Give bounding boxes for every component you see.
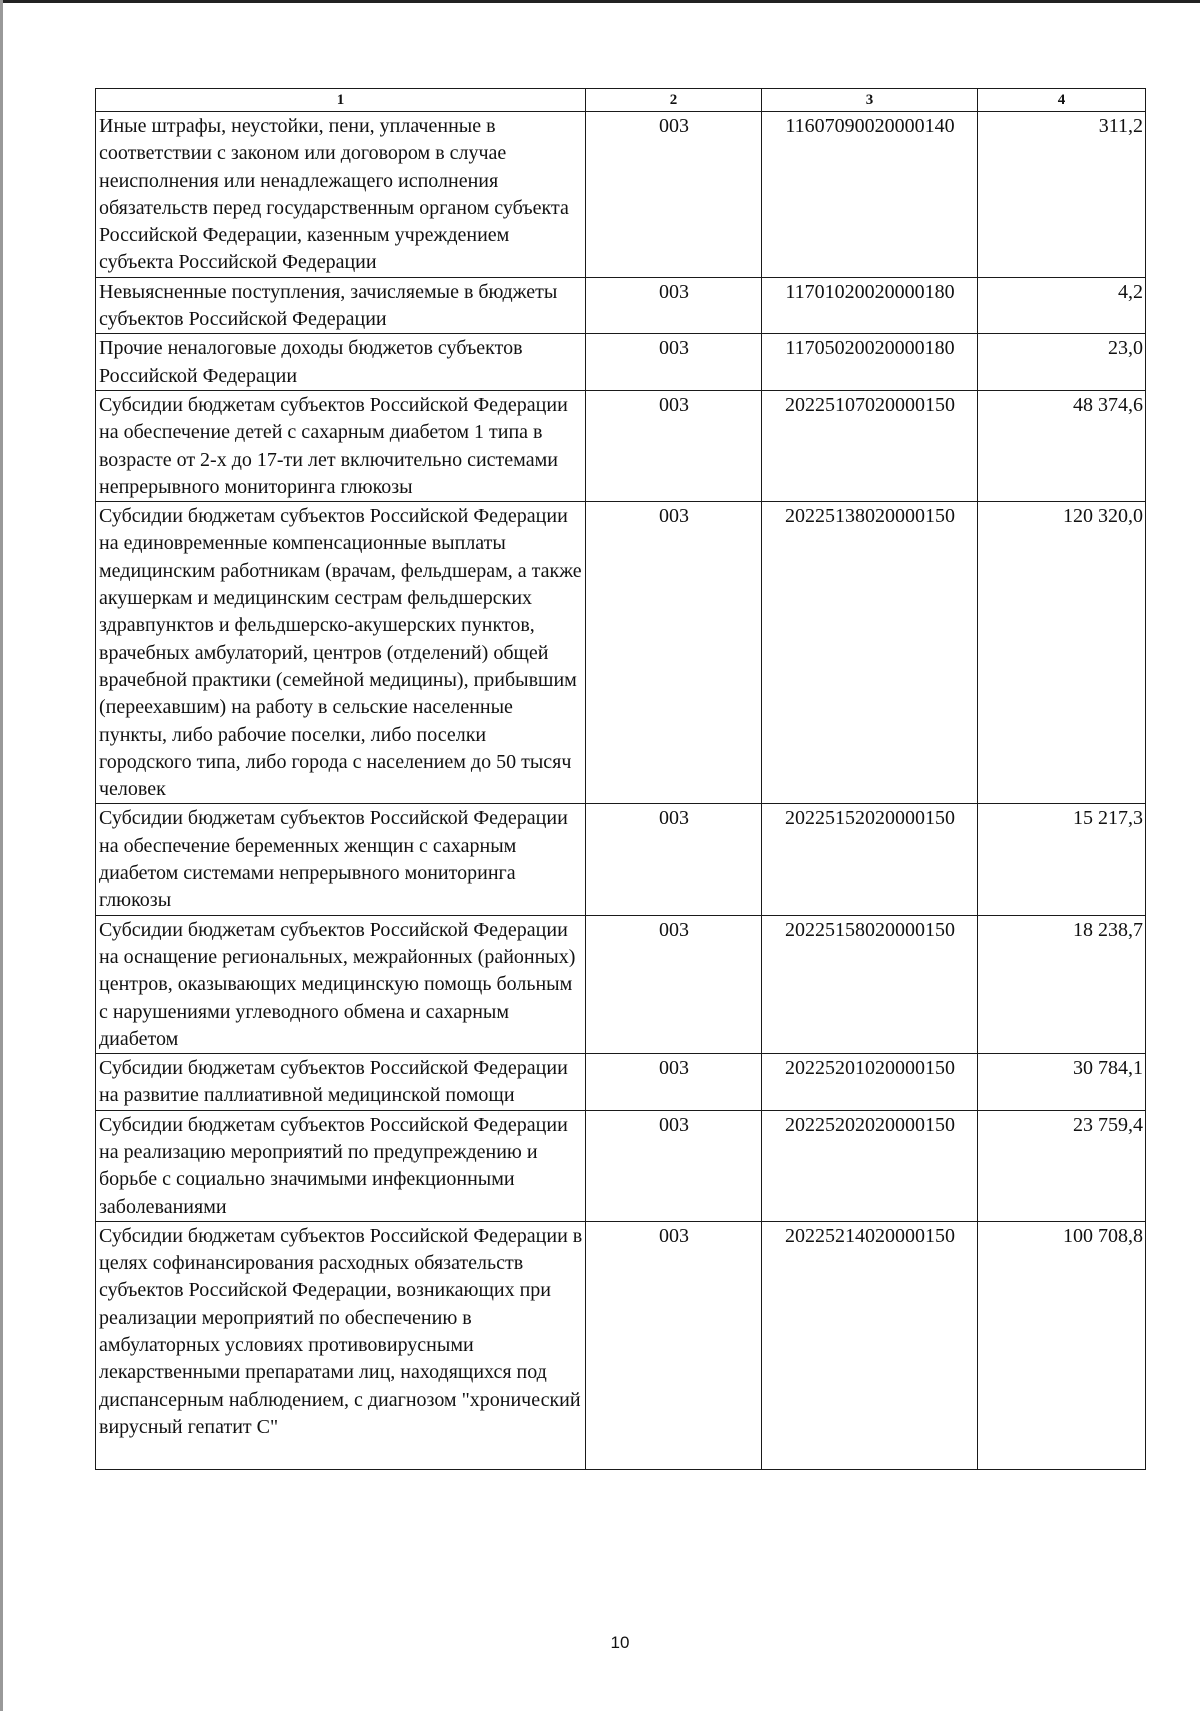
amount-cell: 30 784,1 (978, 1054, 1146, 1111)
amount-cell: 311,2 (978, 112, 1146, 278)
budget-revenue-table (95, 88, 1146, 1470)
admin-code-cell: 003 (586, 112, 762, 278)
revenue-name-cell: Субсидии бюджетам субъектов Российской Федерации в целях софинансирования расходных обязательств субъектов Российской Федерации, возникающих при реализации мероприятий по обеспечению в амбулаторных условиях противовирусными лекарственными препаратами лиц, находящихся под диспансерным наблюдением, с диагнозом "хронический вирусный гепатит С" (96, 1221, 586, 1469)
amount-cell: 4,2 (978, 277, 1146, 334)
admin-code-cell: 003 (586, 915, 762, 1053)
revenue-name-cell: Прочие неналоговые доходы бюджетов субъектов Российской Федерации (96, 334, 586, 391)
revenue-name-cell: Субсидии бюджетам субъектов Российской Федерации на оснащение региональных, межрайонных (районных) центров, оказывающих медицинскую помощь больным с нарушениями углеводного обмена и сахарным диабетом (96, 915, 586, 1053)
amount-cell: 23,0 (978, 334, 1146, 391)
admin-code-cell: 003 (586, 1054, 762, 1111)
admin-code-cell: 003 (586, 334, 762, 391)
classification-code-cell: 20225152020000150 (762, 804, 978, 915)
classification-code-cell: 20225201020000150 (762, 1054, 978, 1111)
page-number: 10 (610, 1633, 630, 1652)
column-header-2: 2 (586, 89, 762, 112)
table-body (96, 112, 1146, 1470)
classification-code-cell: 20225202020000150 (762, 1110, 978, 1221)
header-row (96, 89, 1146, 112)
revenue-name-cell: Субсидии бюджетам субъектов Российской Федерации на обеспечение беременных женщин с сахарным диабетом системами непрерывного мониторинга глюкозы (96, 804, 586, 915)
revenue-name-cell: Субсидии бюджетам субъектов Российской Федерации на развитие паллиативной медицинской помощи (96, 1054, 586, 1111)
table-row (96, 1221, 1146, 1469)
table-row (96, 390, 1146, 501)
revenue-name-cell: Субсидии бюджетам субъектов Российской Федерации на единовременные компенсационные выплаты медицинским работникам (врачам, фельдшерам, а также акушеркам и медицинским сестрам фельдшерских здравпунктов и фельдшерско-акушерских пунктов, врачебных амбулаторий, центров (отделений) общей врачебной практики (семейной медицины), прибывшим (переехавшим) на работу в сельские населенные пункты, либо рабочие поселки, либо поселки городского типа, либо города с населением до 50 тысяч человек (96, 502, 586, 804)
left-border-rule (0, 0, 3, 1711)
table-row (96, 915, 1146, 1053)
amount-cell: 23 759,4 (978, 1110, 1146, 1221)
table-row (96, 502, 1146, 804)
admin-code-cell: 003 (586, 804, 762, 915)
column-header-1: 1 (96, 89, 586, 112)
admin-code-cell: 003 (586, 1110, 762, 1221)
table-row (96, 1110, 1146, 1221)
table-row (96, 334, 1146, 391)
admin-code-cell: 003 (586, 390, 762, 501)
revenue-name-cell: Субсидии бюджетам субъектов Российской Федерации на реализацию мероприятий по предупреждению и борьбе с социально значимыми инфекционными заболеваниями (96, 1110, 586, 1221)
classification-code-cell: 11705020020000180 (762, 334, 978, 391)
amount-cell: 100 708,8 (978, 1221, 1146, 1469)
classification-code-cell: 11701020020000180 (762, 277, 978, 334)
table-row (96, 804, 1146, 915)
table-row (96, 112, 1146, 278)
classification-code-cell: 20225107020000150 (762, 390, 978, 501)
column-header-4: 4 (978, 89, 1146, 112)
admin-code-cell: 003 (586, 277, 762, 334)
table-row (96, 1054, 1146, 1111)
amount-cell: 15 217,3 (978, 804, 1146, 915)
classification-code-cell: 20225214020000150 (762, 1221, 978, 1469)
admin-code-cell: 003 (586, 502, 762, 804)
admin-code-cell: 003 (586, 1221, 762, 1469)
top-border-rule (0, 0, 1200, 3)
revenue-name-cell: Иные штрафы, неустойки, пени, уплаченные в соответствии с законом или договором в случае неисполнения или ненадлежащего исполнения обязательств перед государственным органом субъекта Российской Федерации, казенным учреждением субъекта Российской Федерации (96, 112, 586, 278)
classification-code-cell: 20225138020000150 (762, 502, 978, 804)
amount-cell: 120 320,0 (978, 502, 1146, 804)
revenue-name-cell: Невыясненные поступления, зачисляемые в бюджеты субъектов Российской Федерации (96, 277, 586, 334)
amount-cell: 48 374,6 (978, 390, 1146, 501)
classification-code-cell: 20225158020000150 (762, 915, 978, 1053)
revenue-name-cell: Субсидии бюджетам субъектов Российской Федерации на обеспечение детей с сахарным диабетом 1 типа в возрасте от 2-х до 17-ти лет включительно системами непрерывного мониторинга глюкозы (96, 390, 586, 501)
amount-cell: 18 238,7 (978, 915, 1146, 1053)
column-header-3: 3 (762, 89, 978, 112)
table-row (96, 277, 1146, 334)
table-header (96, 89, 1146, 112)
classification-code-cell: 11607090020000140 (762, 112, 978, 278)
